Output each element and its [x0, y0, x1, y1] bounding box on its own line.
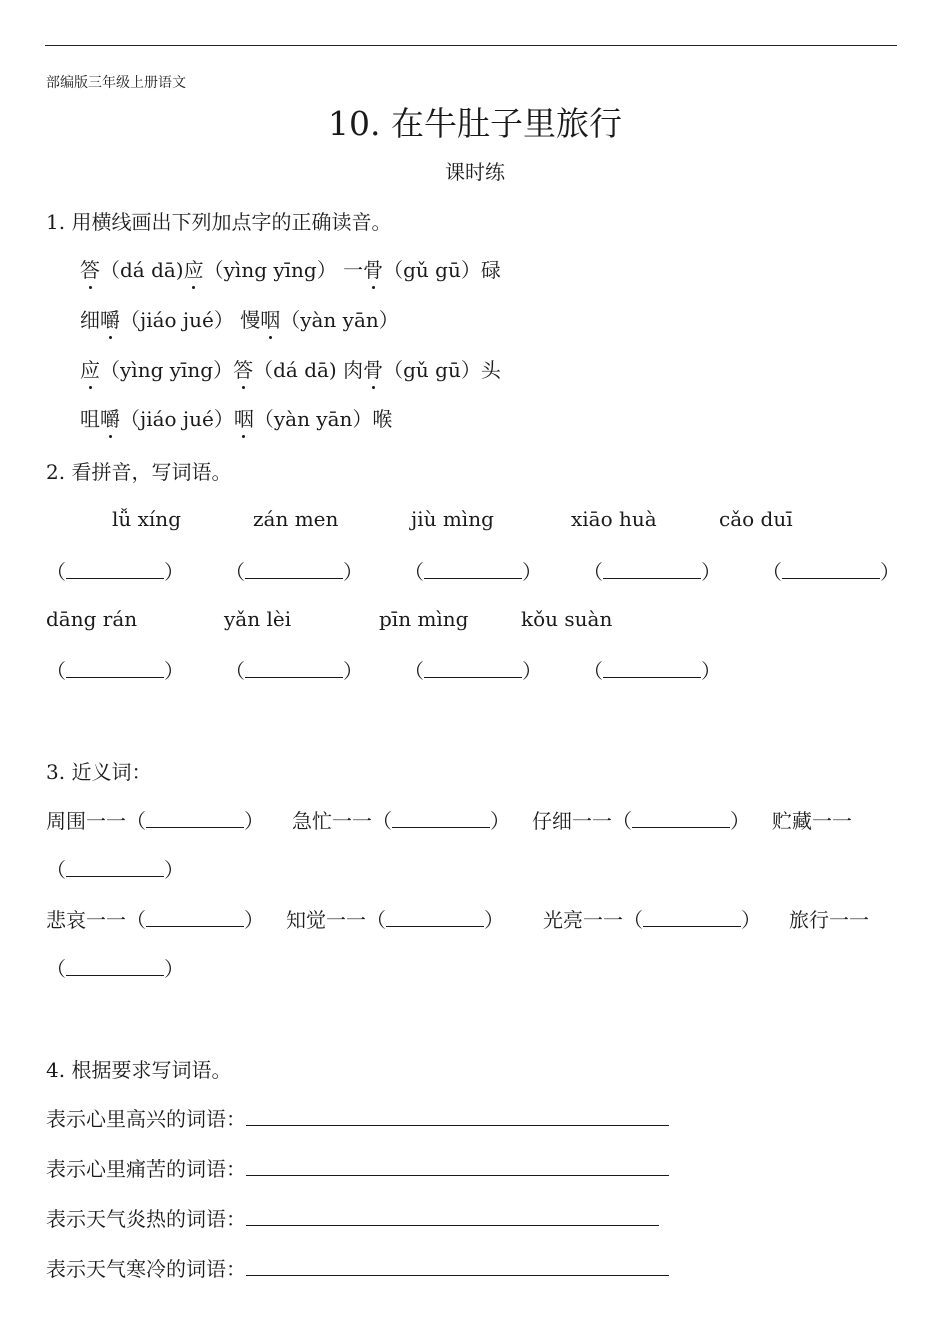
synonym-item[interactable]: 周围一一（ ） — [46, 809, 264, 833]
pinyin-choice: （yìng yīng） 一 — [203, 258, 364, 282]
dotted-char: 嚼 — [100, 304, 120, 333]
pinyin-label: jiù mìng — [411, 507, 494, 531]
pinyin-choice: （gǔ gū）头 — [383, 358, 501, 382]
write-item[interactable]: 表示心里高兴的词语： — [46, 1103, 669, 1132]
q1-prompt: 1. 用横线画出下列加点字的正确读音。 — [46, 210, 392, 234]
dotted-char: 答 — [80, 254, 100, 283]
q2-prompt: 2. 看拼音，写词语。 — [46, 460, 232, 484]
page-title: 10. 在牛肚子里旅行 — [328, 104, 622, 143]
pinyin-choice: （dá dā) 肉 — [253, 358, 364, 382]
answer-blank[interactable]: （ ） — [46, 659, 184, 683]
dotted-char: 应 — [80, 354, 100, 383]
pinyin-choice: （jiáo jué） 慢 — [120, 308, 261, 332]
dotted-char: 骨 — [363, 254, 383, 283]
pinyin-choice: （jiáo jué） — [120, 407, 234, 431]
pinyin-choice: （gǔ gū）碌 — [383, 258, 501, 282]
q1-row — [80, 254, 501, 283]
dotted-char: 咽 — [234, 403, 254, 432]
answer-blank[interactable]: （ ） — [46, 957, 184, 981]
pinyin-choice: （yìng yīng） — [100, 358, 234, 382]
pinyin-label: cǎo duī — [719, 507, 793, 531]
answer-blank[interactable]: （ ） — [762, 560, 900, 584]
synonym-item: 旅行一一 — [789, 908, 869, 932]
answer-blank[interactable]: （ ） — [225, 560, 363, 584]
pinyin-choice: （yàn yān）喉 — [253, 407, 393, 431]
pinyin-label: zán men — [253, 507, 339, 531]
write-item[interactable]: 表示天气寒冷的词语： — [46, 1253, 669, 1282]
q1-row — [80, 403, 392, 432]
pinyin-label: dāng rán — [46, 607, 138, 631]
answer-blank[interactable]: （ ） — [404, 659, 542, 683]
header-rule — [45, 45, 897, 46]
pinyin-label: pīn mìng — [379, 607, 469, 631]
pinyin-label: kǒu suàn — [521, 607, 613, 631]
synonym-item[interactable]: 仔细一一（ ） — [532, 809, 750, 833]
pinyin-label: lǚ xíng — [112, 507, 181, 531]
synonym-item[interactable]: 急忙一一（ ） — [292, 809, 510, 833]
pinyin-label: yǎn lèi — [224, 607, 292, 631]
pinyin-choice: （dá dā) — [100, 258, 184, 282]
subject-label: 部编版三年级上册语文 — [46, 75, 186, 91]
pinyin-choice: （yàn yān） — [280, 308, 399, 332]
write-item[interactable]: 表示心里痛苦的词语： — [46, 1153, 669, 1182]
page-subtitle: 课时练 — [445, 160, 505, 184]
q1-row — [80, 304, 399, 333]
dotted-char: 骨 — [363, 354, 383, 383]
synonym-item: 贮藏一一 — [772, 809, 852, 833]
pinyin-label: xiāo huà — [571, 507, 657, 531]
q3-prompt: 3. 近义词： — [46, 760, 152, 784]
answer-blank[interactable]: （ ） — [404, 560, 542, 584]
dotted-char: 应 — [184, 254, 204, 283]
dotted-char: 嚼 — [100, 403, 120, 432]
answer-blank[interactable]: （ ） — [225, 659, 363, 683]
dotted-char: 答 — [233, 354, 253, 383]
write-item[interactable]: 表示天气炎热的词语： — [46, 1203, 659, 1232]
synonym-item[interactable]: 光亮一一（ ） — [543, 908, 761, 932]
q4-prompt: 4. 根据要求写词语。 — [46, 1058, 232, 1082]
q1-row — [80, 354, 501, 383]
answer-blank[interactable]: （ ） — [583, 659, 721, 683]
synonym-item[interactable]: 悲哀一一（ ） — [46, 908, 264, 932]
answer-blank[interactable]: （ ） — [583, 560, 721, 584]
synonym-item[interactable]: 知觉一一（ ） — [286, 908, 504, 932]
answer-blank[interactable]: （ ） — [46, 858, 184, 882]
plain-char: 咀 — [80, 407, 100, 431]
plain-char: 细 — [80, 308, 100, 332]
answer-blank[interactable]: （ ） — [46, 560, 184, 584]
dotted-char: 咽 — [260, 304, 280, 333]
